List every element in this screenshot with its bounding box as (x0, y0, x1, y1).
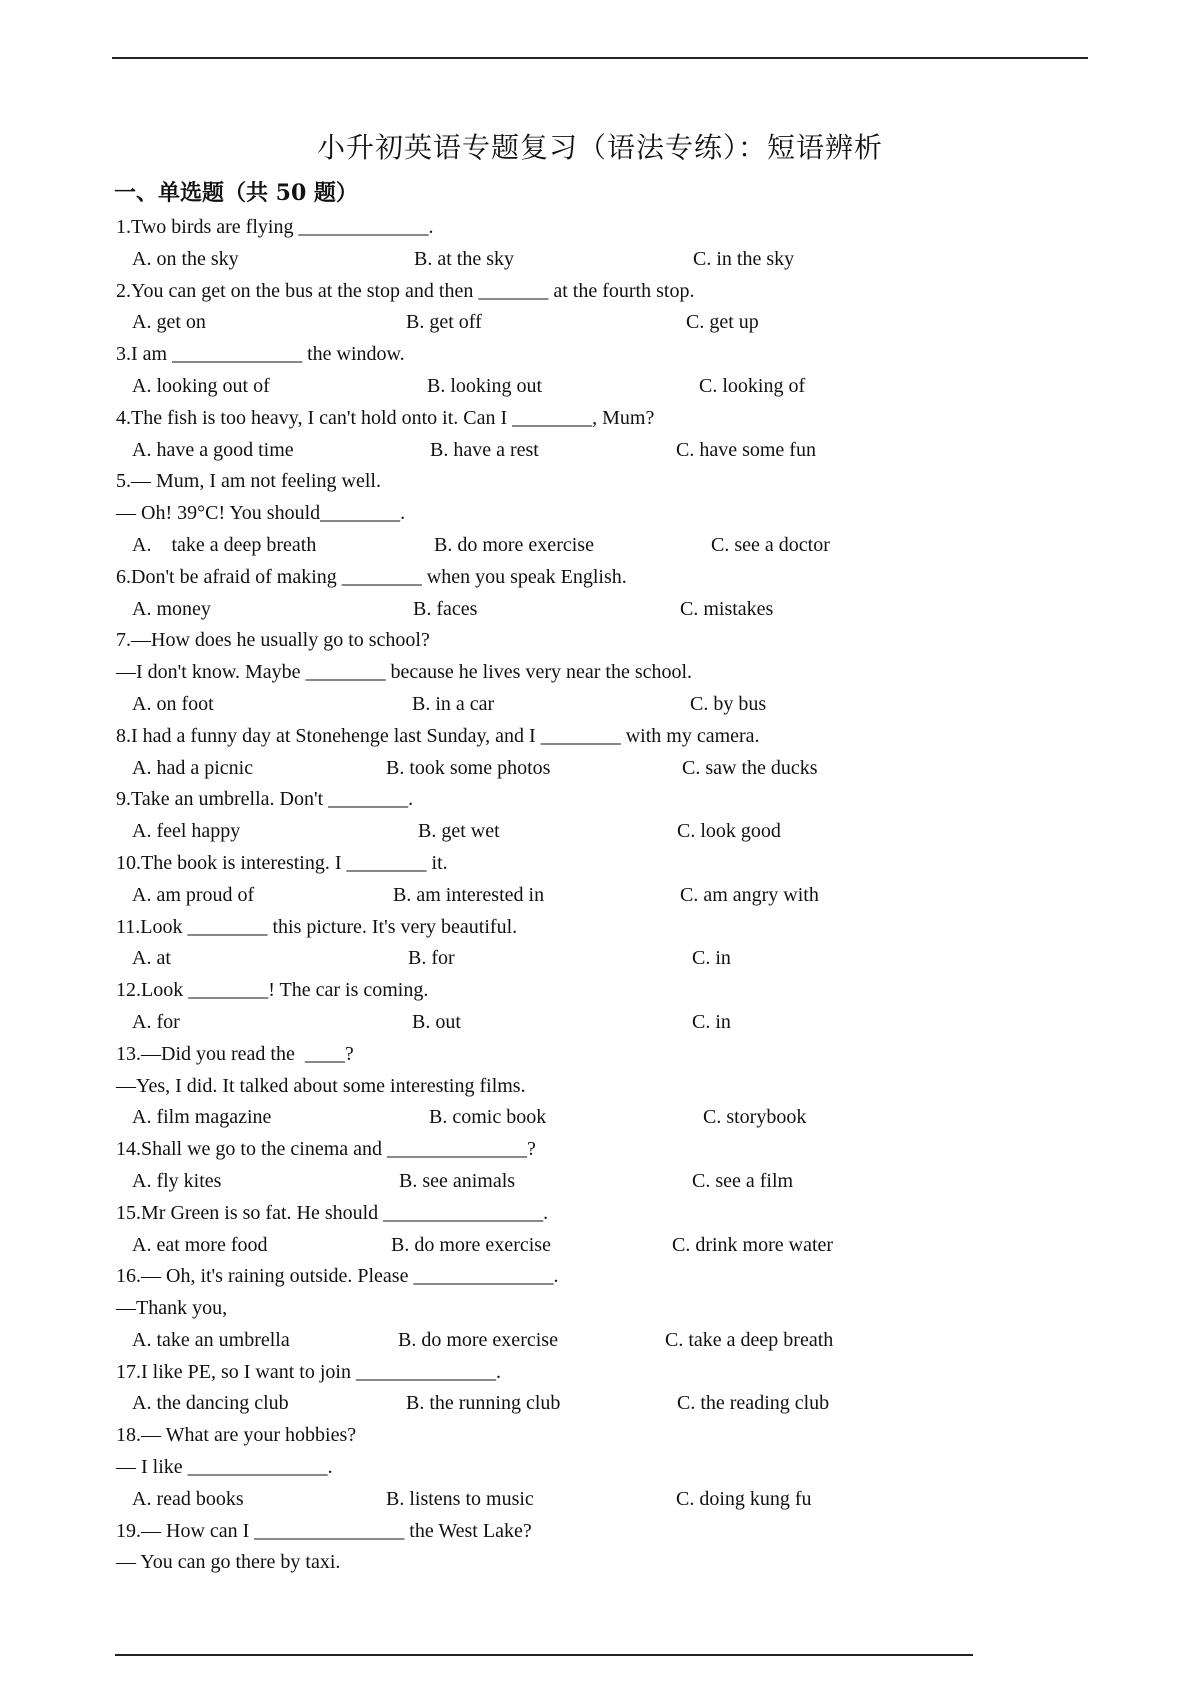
option-row (116, 1325, 1116, 1357)
option-a[interactable]: A. fly kites (132, 1169, 222, 1192)
question-stem: 13.—Did you read the ____? (116, 1042, 354, 1065)
question-dialogue-line: —I don't know. Maybe ________ because he lives very near the school. (116, 661, 693, 684)
section-heading: 一、单选题（共 50 题） (114, 180, 358, 206)
option-row (116, 753, 1116, 785)
option-c[interactable]: C. looking of (699, 374, 806, 397)
question-8 (116, 721, 1116, 785)
option-a[interactable]: A. film magazine (132, 1106, 272, 1129)
option-row (116, 307, 1116, 339)
question-stem: 3.I am _____________ the window. (116, 343, 405, 366)
option-row (116, 435, 1116, 467)
option-b[interactable]: B. out (412, 1010, 461, 1033)
question-15 (116, 1198, 1116, 1262)
option-a[interactable]: A. on foot (132, 692, 214, 715)
option-c[interactable]: C. in (692, 1010, 731, 1033)
option-a[interactable]: A. on the sky (132, 247, 239, 270)
option-c[interactable]: C. by bus (690, 692, 767, 715)
option-a[interactable]: A. am proud of (132, 883, 255, 906)
question-stem: 14.Shall we go to the cinema and ______________? (116, 1138, 536, 1161)
option-row (116, 816, 1116, 848)
option-c[interactable]: C. see a doctor (711, 533, 830, 556)
option-a[interactable]: A. read books (132, 1487, 244, 1510)
page-title: 小升初英语专题复习（语法专练）：短语辨析 (316, 131, 883, 164)
question-2 (116, 276, 1116, 340)
option-c[interactable]: C. look good (677, 820, 781, 843)
option-b[interactable]: B. get off (406, 311, 482, 334)
question-dialogue-line: — I like ______________. (116, 1456, 333, 1479)
option-a[interactable]: A. at (132, 947, 171, 970)
question-stem: 6.Don't be afraid of making ________ when you speak English. (116, 565, 627, 588)
question-stem: 9.Take an umbrella. Don't ________. (116, 788, 414, 811)
option-b[interactable]: B. see animals (399, 1169, 516, 1192)
question-stem: 5.— Mum, I am not feeling well. (116, 470, 381, 493)
option-b[interactable]: B. the running club (406, 1392, 561, 1415)
question-list (116, 212, 1116, 1579)
option-row (116, 1388, 1116, 1420)
question-12 (116, 975, 1116, 1039)
option-c[interactable]: C. in (692, 947, 731, 970)
option-a[interactable]: A. take an umbrella (132, 1328, 290, 1351)
option-a[interactable]: A. money (132, 597, 211, 620)
question-stem: 1.Two birds are flying _____________. (116, 216, 434, 238)
option-c[interactable]: C. storybook (703, 1106, 807, 1129)
question-19 (116, 1516, 1116, 1580)
question-stem: 17.I like PE, so I want to join ______________. (116, 1360, 501, 1383)
option-row (116, 594, 1116, 626)
option-a[interactable]: A. take a deep breath (132, 533, 317, 556)
option-a[interactable]: A. get on (132, 311, 206, 334)
question-4 (116, 403, 1116, 467)
option-a[interactable]: A. eat more food (132, 1233, 268, 1256)
question-dialogue-line: —Thank you, (116, 1297, 228, 1320)
question-stem: 2.You can get on the bus at the stop and then _______ at the fourth stop. (116, 279, 695, 302)
option-b[interactable]: B. get wet (418, 820, 500, 843)
option-c[interactable]: C. saw the ducks (682, 756, 818, 779)
option-row (116, 1102, 1116, 1134)
option-b[interactable]: B. at the sky (414, 247, 514, 270)
option-a[interactable]: A. looking out of (132, 374, 270, 397)
question-1 (116, 212, 1116, 276)
option-b[interactable]: B. have a rest (430, 438, 539, 461)
option-b[interactable]: B. looking out (427, 374, 543, 397)
option-row (116, 943, 1116, 975)
option-a[interactable]: A. feel happy (132, 820, 241, 843)
question-6 (116, 562, 1116, 626)
option-row (116, 244, 1116, 276)
question-stem: 10.The book is interesting. I ________ it. (116, 851, 448, 874)
question-5 (116, 466, 1116, 561)
question-3 (116, 339, 1116, 403)
option-c[interactable]: C. take a deep breath (665, 1328, 834, 1351)
question-dialogue-line: —Yes, I did. It talked about some interesting films. (116, 1074, 526, 1097)
question-14 (116, 1134, 1116, 1198)
option-row (116, 689, 1116, 721)
question-stem: 19.— How can I _______________ the West Lake? (116, 1519, 532, 1542)
question-18 (116, 1420, 1116, 1515)
option-c[interactable]: C. drink more water (672, 1233, 834, 1256)
option-row (116, 1230, 1116, 1262)
header-rule (112, 57, 1088, 59)
option-row (116, 1007, 1116, 1039)
option-row (116, 530, 1116, 562)
option-b[interactable]: B. do more exercise (398, 1328, 558, 1351)
footer-rule (115, 1654, 973, 1656)
option-c[interactable]: C. am angry with (680, 883, 819, 906)
question-stem: 16.— Oh, it's raining outside. Please ______________. (116, 1265, 559, 1288)
question-stem: 8.I had a funny day at Stonehenge last Sunday, and I ________ with my camera. (116, 724, 760, 747)
option-a[interactable]: A. the dancing club (132, 1392, 289, 1415)
option-b[interactable]: B. for (408, 947, 455, 970)
option-c[interactable]: C. doing kung fu (676, 1487, 812, 1510)
option-a[interactable]: A. for (132, 1010, 180, 1033)
option-row (116, 1166, 1116, 1198)
option-b[interactable]: B. faces (413, 597, 478, 620)
option-b[interactable]: B. listens to music (386, 1487, 534, 1510)
option-c[interactable]: C. get up (686, 311, 759, 334)
option-row (116, 1484, 1116, 1516)
question-stem: 11.Look ________ this picture. It's very beautiful. (116, 915, 518, 938)
question-stem: 15.Mr Green is so fat. He should ________________. (116, 1201, 549, 1224)
question-stem: 7.—How does he usually go to school? (116, 629, 430, 652)
option-b[interactable]: B. comic book (429, 1106, 547, 1129)
option-row (116, 880, 1116, 912)
option-c[interactable]: C. have some fun (676, 438, 816, 461)
option-b[interactable]: B. do more exercise (391, 1233, 551, 1256)
question-stem: 12.Look ________! The car is coming. (116, 979, 429, 1002)
option-c[interactable]: C. mistakes (680, 597, 774, 620)
question-10 (116, 848, 1116, 912)
question-dialogue-line: — Oh! 39°C! You should________. (116, 502, 406, 525)
question-9 (116, 784, 1116, 848)
question-11 (116, 912, 1116, 976)
option-b[interactable]: B. do more exercise (434, 533, 594, 556)
question-stem: 18.— What are your hobbies? (116, 1424, 357, 1447)
option-a[interactable]: A. had a picnic (132, 756, 254, 779)
option-c[interactable]: C. see a film (692, 1169, 794, 1192)
question-dialogue-line: — You can go there by taxi. (116, 1551, 341, 1574)
option-c[interactable]: C. in the sky (693, 247, 795, 270)
option-b[interactable]: B. in a car (412, 692, 495, 715)
option-b[interactable]: B. am interested in (393, 883, 545, 906)
option-row (116, 371, 1116, 403)
option-c[interactable]: C. the reading club (677, 1392, 830, 1415)
question-16 (116, 1261, 1116, 1356)
question-7 (116, 625, 1116, 720)
option-a[interactable]: A. have a good time (132, 438, 294, 461)
question-17 (116, 1357, 1116, 1421)
question-13 (116, 1039, 1116, 1134)
option-b[interactable]: B. took some photos (386, 756, 551, 779)
question-stem: 4.The fish is too heavy, I can't hold onto it. Can I ________, Mum? (116, 406, 655, 429)
